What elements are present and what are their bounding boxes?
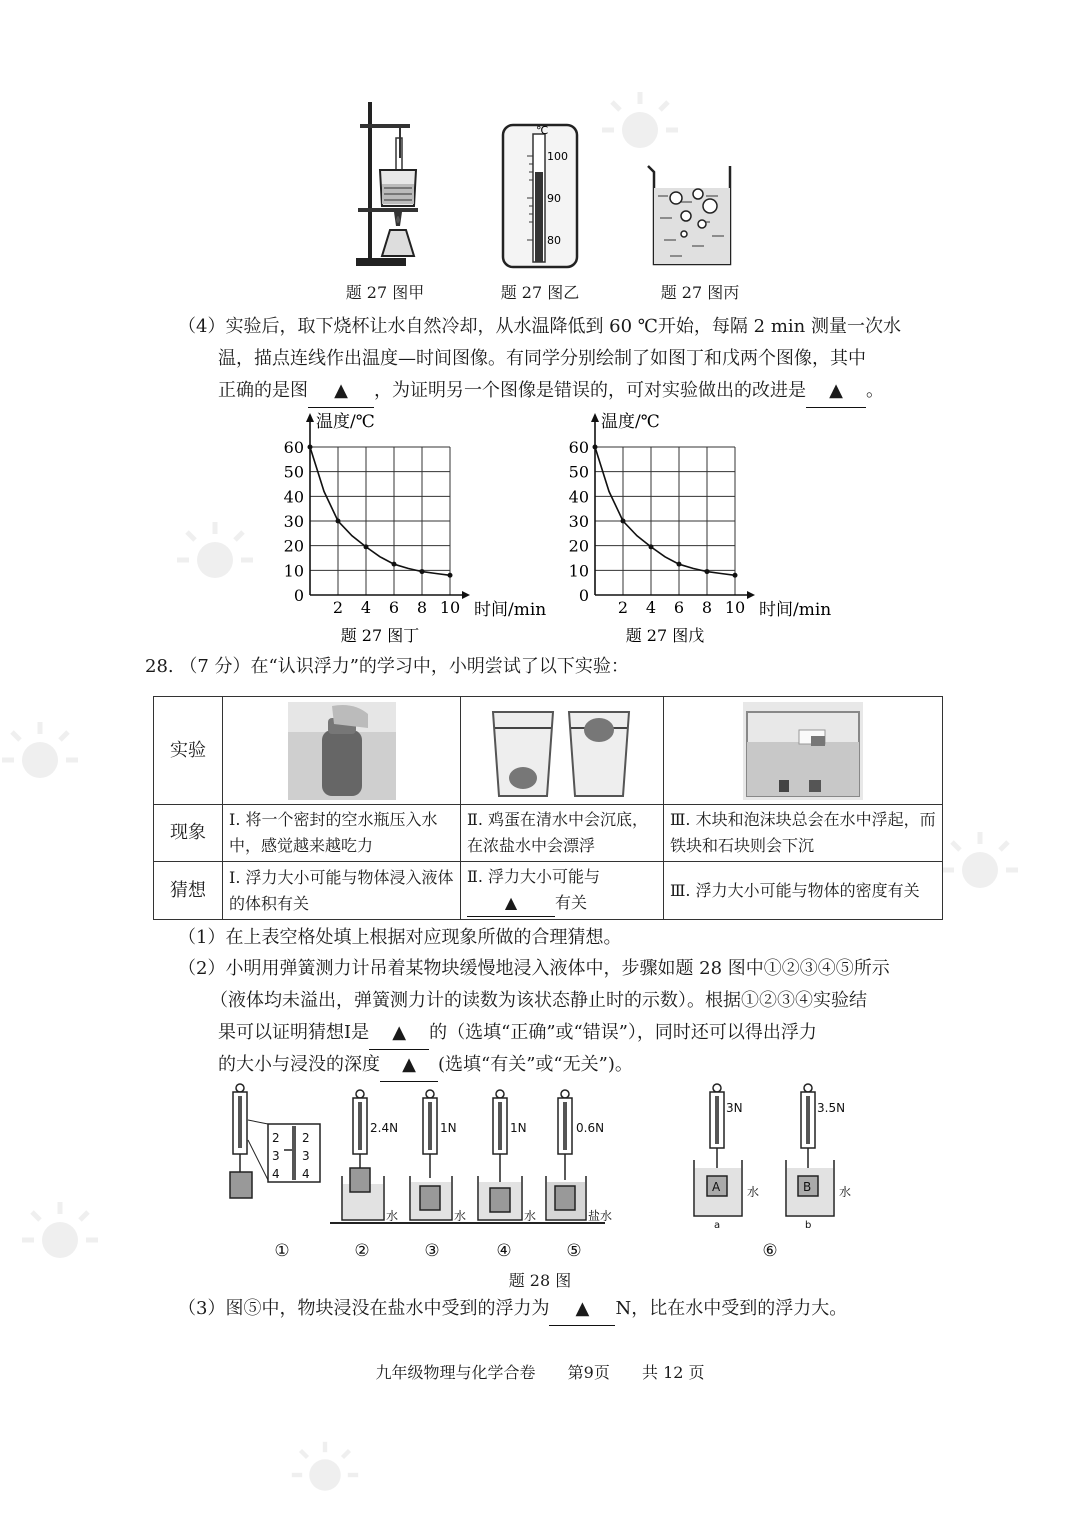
q28-2-text-d: (选填“有关”或“无关”)。 (438, 1054, 633, 1075)
y-tick-label: 40 (283, 487, 304, 507)
photo-blocks-in-tank (743, 702, 863, 800)
footer-page: 第9页 (567, 1363, 610, 1382)
phenomenon-1: Ⅰ. 将一个密封的空水瓶压入水中，感觉越来越吃力 (223, 805, 461, 862)
x-axis-arrow (462, 591, 470, 599)
y-axis-label: 温度/℃ (316, 412, 375, 432)
q27-4-text-b: ，为证明另一个图像是错误的，可对实验做出的改进是 (374, 380, 806, 401)
q28-2-line2: （液体均未溢出，弹簧测力计的读数为该状态静止时的示数）。根据①②③④实验结 (210, 990, 867, 1011)
reading-step-6b: 3.5N (817, 1101, 846, 1115)
q28-2-text-b: 的（选填“正确”或“错误”），同时还可以得出浮力 (429, 1022, 817, 1043)
step-label-3: ③ (424, 1241, 440, 1261)
q28-2-text-a: 果可以证明猜想Ⅰ是 (218, 1022, 370, 1043)
phenomenon-2: Ⅱ. 鸡蛋在清水中会沉底，在浓盐水中会漂浮 (461, 805, 664, 862)
liquid-label-step-2: 水 (386, 1209, 399, 1223)
step-label-6: ⑥ (762, 1241, 778, 1261)
photo-bottle-pressed-into-water (288, 702, 396, 800)
photo-cell-tank (664, 697, 943, 805)
series-line (310, 447, 450, 575)
y-tick-label: 0 (293, 586, 304, 605)
y-tick-label: 30 (568, 512, 589, 531)
figure-27-jia-caption: 题 27 图甲 (345, 283, 425, 302)
liquid-label-step-3: 水 (454, 1209, 467, 1223)
q28-3 (178, 1293, 978, 1326)
scale-num-3-left: 3 (272, 1149, 280, 1163)
step-label-4: ④ (496, 1241, 512, 1261)
data-point (392, 562, 397, 567)
figure-27-jia-apparatus (350, 98, 435, 270)
table-row-phenomenon (154, 805, 943, 862)
chart-27-ding (270, 405, 555, 647)
q28-2-line3 (218, 1017, 978, 1050)
x-tick-label: 10 (724, 598, 746, 617)
y-tick-label: 20 (283, 536, 304, 556)
y-tick-label: 0 (578, 586, 589, 605)
sub-label-a: a (714, 1220, 721, 1231)
footer-title: 九年级物理与化学合卷 (375, 1363, 536, 1382)
x-axis-label: 时间/min (474, 600, 547, 620)
sub-label-b: b (805, 1220, 812, 1231)
x-tick-label: 10 (439, 598, 461, 617)
y-tick-label: 50 (283, 462, 304, 482)
x-tick-label: 2 (617, 598, 629, 617)
q28-2-line4 (218, 1049, 978, 1082)
figure-28-caption: 题 28 图 (508, 1271, 572, 1290)
reading-step-4: 1N (510, 1121, 527, 1135)
step-label-2: ② (354, 1241, 370, 1261)
row-header-phenomenon: 现象 (154, 805, 223, 862)
thermometer-unit-label: ℃ (536, 124, 549, 137)
table-row-experiment (154, 697, 943, 805)
reading-step-2: 2.4N (370, 1121, 399, 1135)
x-tick-label: 4 (360, 598, 372, 617)
step-label-5: ⑤ (566, 1241, 582, 1261)
watermark-sun-logo (940, 830, 1020, 910)
q28-3-text-b: N，比在水中受到的浮力大。 (615, 1298, 848, 1319)
q27-4-line3 (218, 375, 978, 408)
data-point (336, 519, 341, 524)
guess-2: Ⅱ. 浮力大小可能与 (467, 867, 601, 886)
liquid-label-step-6a: 水 (747, 1185, 760, 1199)
data-point (677, 562, 682, 567)
watermark-sun-logo (0, 720, 80, 800)
liquid-label-step-4: 水 (524, 1209, 537, 1223)
q27-4-text-a: 正确的是图 (218, 380, 308, 401)
row-header-experiment: 实验 (154, 697, 223, 805)
y-tick-label: 60 (568, 438, 589, 457)
table-row-guess (154, 862, 943, 920)
block-label-a: A (712, 1180, 721, 1194)
reading-step-6a: 3N (726, 1101, 743, 1115)
liquid-label-step-6b: 水 (839, 1185, 852, 1199)
q27-4-blank-1[interactable]: ▲ (308, 375, 374, 408)
y-tick-label: 30 (283, 512, 304, 531)
x-axis-label: 时间/min (759, 600, 832, 620)
q28-intro: 28. （7 分）在“认识浮力”的学习中，小明尝试了以下实验： (145, 656, 629, 677)
y-axis-arrow (591, 413, 599, 422)
series-line (595, 447, 735, 575)
row-header-guess: 猜想 (154, 862, 223, 920)
q28-1: （1）在上表空格处填上根据对应现象所做的合理猜想。 (178, 927, 622, 948)
data-point (364, 544, 369, 549)
x-tick-label: 8 (416, 598, 428, 617)
y-tick-label: 60 (283, 438, 304, 457)
scale-num-4-left: 4 (272, 1167, 280, 1181)
data-point (448, 573, 453, 578)
q27-4-blank-2[interactable]: ▲ (806, 375, 866, 408)
y-tick-label: 50 (568, 462, 589, 482)
guess-3: Ⅲ. 浮力大小可能与物体的密度有关 (664, 862, 943, 920)
reading-step-3: 1N (440, 1121, 457, 1135)
x-tick-label: 4 (645, 598, 657, 617)
scale-num-3-right: 3 (302, 1149, 310, 1163)
figure-27-bing-beaker (640, 162, 740, 268)
scale-num-4-right: 4 (302, 1167, 310, 1181)
q28-2-text-c: 的大小与浸没的深度 (218, 1054, 380, 1075)
photo-cell-eggs (461, 697, 664, 805)
q27-4-line1: （4）实验后，取下烧杯让水自然冷却，从水温降低到 60 ℃开始，每隔 2 min 测量一次水 (178, 316, 901, 337)
guess-2-tail: 有关 (555, 893, 588, 912)
y-tick-label: 10 (568, 561, 589, 581)
data-point (649, 544, 654, 549)
guess-2-blank[interactable]: ▲ (467, 890, 555, 917)
figure-27-bing-caption: 题 27 图丙 (660, 283, 740, 302)
x-tick-label: 6 (388, 598, 400, 617)
photo-cell-bottle (223, 697, 461, 805)
photo-eggs-in-glasses (487, 702, 637, 800)
data-point (420, 569, 425, 574)
chart-caption: 题 27 图丁 (340, 626, 420, 645)
footer-total: 共 12 页 (642, 1363, 705, 1382)
y-tick-label: 20 (568, 536, 589, 556)
watermark-sun-logo (290, 1440, 360, 1510)
q28-2-blank-1[interactable]: ▲ (369, 1017, 429, 1050)
data-point (593, 445, 598, 450)
watermark-sun-logo (175, 520, 255, 600)
block-label-b: B (803, 1180, 812, 1194)
q28-3-blank[interactable]: ▲ (549, 1293, 615, 1326)
data-point (705, 569, 710, 574)
thermometer-tick-100: 100 (547, 150, 568, 163)
q28-2-blank-2[interactable]: ▲ (380, 1049, 438, 1082)
phenomenon-3: Ⅲ. 木块和泡沫块总会在水中浮起，而铁块和石块则会下沉 (664, 805, 943, 862)
data-point (733, 573, 738, 578)
chart-caption: 题 27 图戊 (625, 626, 705, 645)
chart-27-wu (555, 405, 840, 647)
liquid-label-step-5: 盐水 (588, 1209, 613, 1223)
figure-27-yi-caption: 题 27 图乙 (500, 283, 580, 302)
x-tick-label: 2 (332, 598, 344, 617)
experiment-table (153, 696, 943, 920)
thermometer-tick-90: 90 (547, 192, 561, 205)
data-point (308, 445, 313, 450)
thermometer-tick-80: 80 (547, 234, 561, 247)
step-label-1: ① (274, 1241, 290, 1261)
q27-4-text-c: 。 (866, 380, 884, 401)
reading-step-5: 0.6N (576, 1121, 605, 1135)
x-axis-arrow (747, 591, 755, 599)
x-tick-label: 6 (673, 598, 685, 617)
page-footer (0, 1360, 1080, 1383)
guess-2-cell (461, 862, 664, 920)
q28-3-text-a: （3）图⑤中，物块浸没在盐水中受到的浮力为 (178, 1298, 550, 1319)
y-axis-label: 温度/℃ (601, 412, 660, 432)
watermark-sun-logo (20, 1200, 100, 1280)
figure-28-spring-scales (220, 1080, 880, 1280)
y-axis-arrow (306, 413, 314, 422)
figure-27-yi-thermometer (500, 122, 580, 270)
scale-num-2-right: 2 (302, 1131, 310, 1145)
scale-num-2-left: 2 (272, 1131, 280, 1145)
y-tick-label: 10 (283, 561, 304, 581)
x-tick-label: 8 (701, 598, 713, 617)
data-point (621, 519, 626, 524)
q27-4-line2: 温，描点连线作出温度—时间图像。有同学分别绘制了如图丁和戊两个图像，其中 (218, 348, 866, 369)
guess-1: Ⅰ. 浮力大小可能与物体浸入液体的体积有关 (223, 862, 461, 920)
q28-2-line1: （2）小明用弹簧测力计吊着某物块缓慢地浸入液体中，步骤如题 28 图中①②③④⑤所示 (178, 958, 890, 979)
y-tick-label: 40 (568, 487, 589, 507)
watermark-sun-logo (600, 90, 680, 170)
